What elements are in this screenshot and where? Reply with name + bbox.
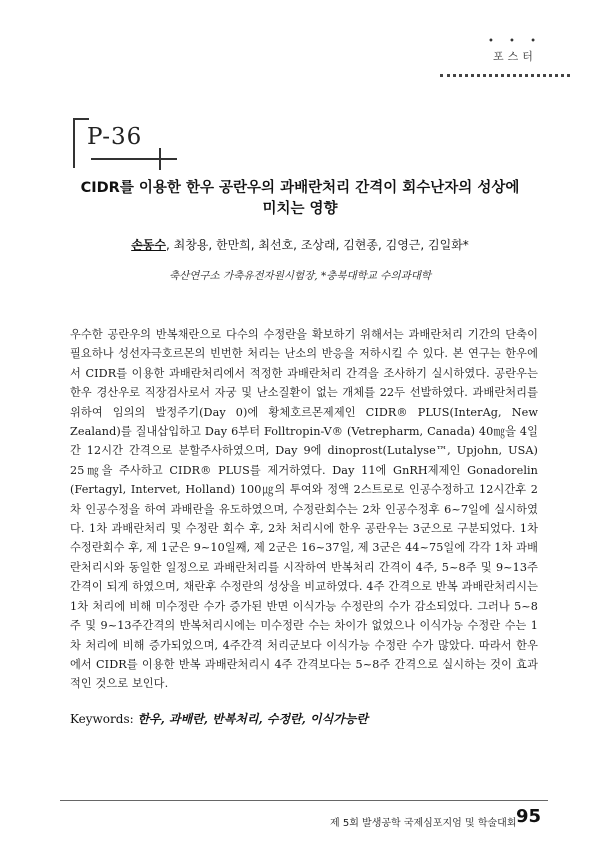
poster-code-box [73, 118, 183, 168]
code-box-top-bar [73, 118, 89, 120]
keywords-values: 한우, 과배란, 반복처리, 수정란, 이식가능란 [137, 712, 368, 726]
keywords-label: Keywords: [70, 712, 138, 726]
affiliation: 축산연구소 가축유전자원시험장, *충북대학교 수의과대학 [168, 270, 432, 282]
section-dotted-rule [440, 74, 570, 77]
footer-rule [60, 800, 548, 801]
title-line-1: CIDR를 이용한 한우 공란우의 과배란처리 간격이 회수난자의 성상에 [80, 180, 520, 196]
code-box-bottom-bar [91, 158, 161, 160]
keywords [70, 710, 540, 727]
poster-code: P-36 [87, 124, 143, 150]
paper-title [50, 178, 550, 220]
section-label [470, 38, 560, 64]
author-list [50, 236, 550, 253]
co-authors: , 최창용, 한만희, 최선호, 조상래, 김현종, 김영근, 김일화* [165, 238, 469, 252]
first-author: 손동수 [131, 238, 166, 252]
conference-name: 제 5회 발생공학 국제심포지엄 및 학술대회 [330, 818, 517, 829]
section-label-text: 포스터 [493, 50, 537, 63]
abstract-body: 우수한 공란우의 반복채란으로 다수의 수정란을 확보하기 위해서는 과배란처리 기간의 단축이 필요하나 성선자극호르몬의 빈번한 처리는 난소의 반응을 저하시킬 수 있다. 본 연구는 한우에서 CIDR를 이용한 과배란처리에서 적정한 과배란처리 간격을 조사하기 실시하였다. 공란우는 한우 경산우로 직장검사로서 자궁 및 난소질환이 없는 개체를 22두 선발하였다. 과배란처리를 위하여 임의의 발정주기(Day 0)에 황체호르몬제제인 CIDR® PLUS(InterAg, New Zealand)를 질내삽입하고 Day 6부터 Folltropin-V® (Vetrepharm, Canada) 40㎎을 4일간 12시간 간격으로 분할주사하였으며, Day 9에 dinoprost(Lutalyse™, Upjohn, USA) 25㎎을 주사하고 CIDR® PLUS를 제거하였다. Day 11에 GnRH제제인 Gonadorelin (Fertagyl, Intervet, Holland) 100㎍의 투여와 정액 2스트로로 인공수정하고 12시간후 2차 인공수정을 하여 과배란을 유도하였으며, 수정란회수는 2차 인공수정후 6~7일에 실시하였다. 1차 과배란처리 및 수정란 회수 후, 2차 처리시에 한우 공란우는 3군으로 구분되었다. 1차 수정란회수 후, 제 1군은 9~10일째, 제 2군은 16~37일, 제 3군은 44~75일에 각각 1차 과배란처리시와 동일한 일정으로 과배란처리를 시작하여 반복처리 간격이 4주, 5~8주 및 9~13주 간격이 되게 하였으며, 채란후 수정란의 성상을 비교하였다. 4주 간격으로 반복 과배란처리시는 1차 처리에 비해 미수정란 수가 증가된 반면 이식가능 수정란의 수가 감소되었다. 그러나 5~8주 및 9~13주간격의 반복처리시에는 미수정란 수는 차이가 없었으나 이식가능 수정란 수는 1차 처리에 비해 증가되었으며, 4주간격 처리군보다 이식가능 수정란 수가 많았다. 따라서 한우에서 CIDR를 이용한 반복 과배란처리시 4주 간격보다는 5~8주 간격으로 실시하는 것이 효과적인 것으로 보인다. [70, 328, 538, 691]
title-line-2: 미치는 영향 [262, 201, 338, 217]
section-dots: • • • [487, 36, 543, 47]
code-box-left-bar [73, 118, 75, 168]
page-number: 95 [516, 806, 542, 827]
code-box-right-tick [159, 158, 177, 160]
